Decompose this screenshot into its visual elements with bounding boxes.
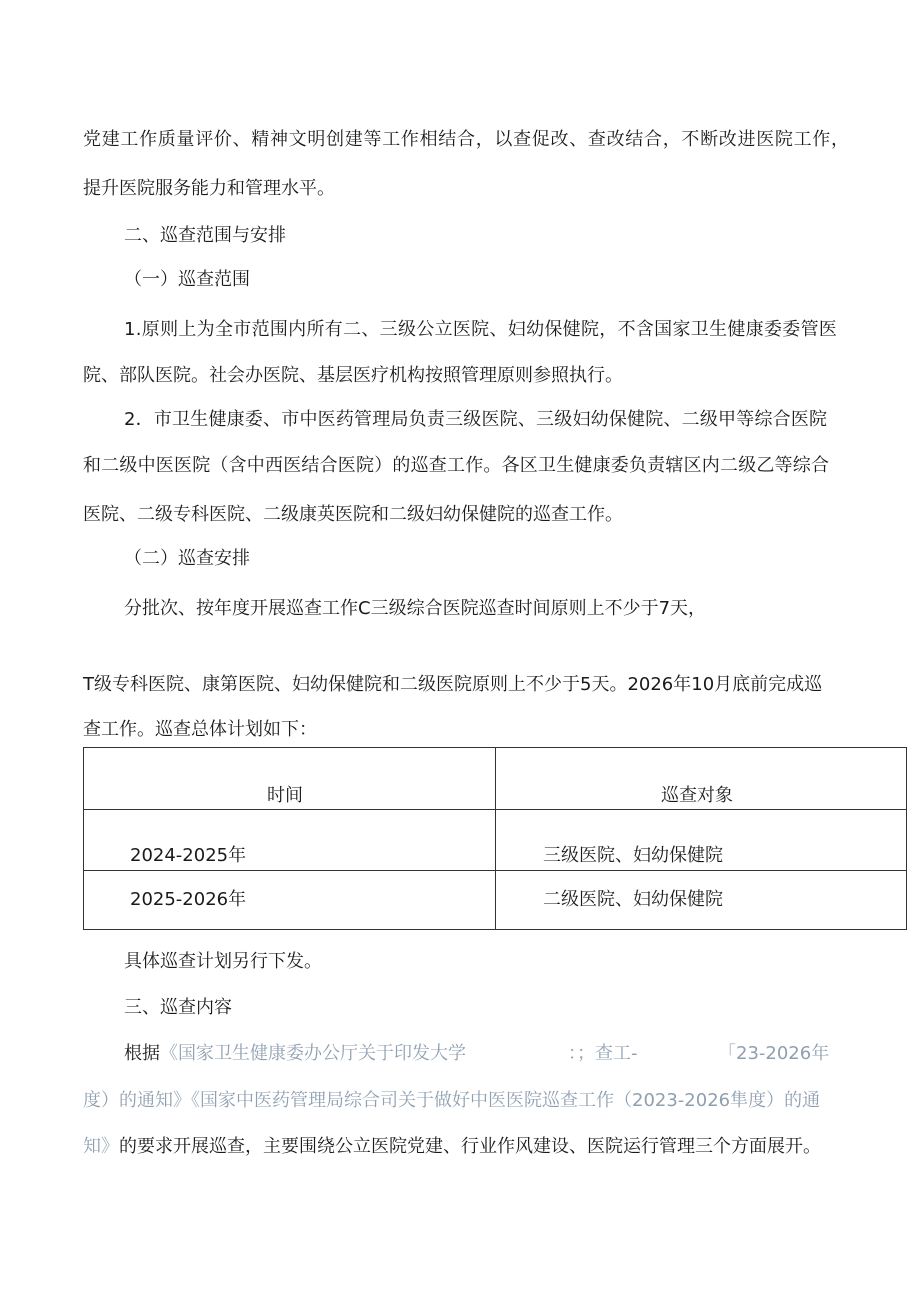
text-line: 提升医院服务能力和管理水平。 [83, 178, 335, 199]
text-line: 党建工作质量评价、精神文明创建等工作相结合，以查促改、查改结合，不断改进医院工作， [83, 129, 850, 150]
text-line: 院、部队医院。社会办医院、基层医疗机构按照管理原则参照执行。 [83, 365, 623, 386]
table-cell: 2024-2025年 [130, 845, 247, 866]
table-row-divider [84, 870, 906, 871]
inspection-schedule-table [83, 747, 907, 930]
text-line [83, 1135, 821, 1159]
text-line: 具体巡查计划另行下发。 [124, 951, 322, 972]
table-column-divider [495, 748, 496, 929]
text-fragment: 根据 [124, 1043, 160, 1064]
text-line: 查工作。巡查总体计划如下： [83, 719, 317, 740]
section-heading: 二、巡查范围与安排 [124, 225, 286, 246]
document-reference: 知》 [83, 1136, 119, 1157]
table-cell: 二级医院、妇幼保健院 [543, 889, 723, 910]
table-header-target: 巡查对象 [661, 785, 733, 806]
table-row-divider [84, 809, 906, 810]
document-reference: 《国家卫生健康委办公厅关于印发大学 [160, 1043, 466, 1064]
text-line [124, 1042, 466, 1066]
text-fragment: 的要求开展巡查，主要围绕公立医院党建、行业作风建设、医院运行管理三个方面展开。 [119, 1136, 821, 1157]
section-heading: 三、巡查内容 [124, 997, 232, 1018]
subsection-heading: （二）巡查安排 [124, 548, 250, 569]
text-line: 1.原则上为全市范围内所有二、三级公立医院、妇幼保健院，不含国家卫生健康委委管医 [124, 319, 838, 340]
text-line: T级专科医院、康第医院、妇幼保健院和二级医院原则上不少于5天。2026年10月底前完成巡 [83, 674, 823, 695]
text-line: 医院、二级专科医院、二级康英医院和二级妇幼保健院的巡查工作。 [83, 504, 623, 525]
table-header-time: 时间 [267, 785, 303, 806]
subsection-heading: （一）巡查范围 [124, 269, 250, 290]
table-cell: 三级医院、妇幼保健院 [543, 845, 723, 866]
document-reference: ：；查工- [568, 1043, 638, 1064]
document-reference: 度）的通知》《国家中医药管理局综合司关于做好中医医院巡查工作（2023-2026隼度）的通 [83, 1090, 821, 1111]
text-line: 分批次、按年度开展巡查工作C三级综合医院巡查时间原则上不少于7天， [124, 598, 707, 619]
text-line: 和二级中医医院（含中西医结合医院）的巡查工作。各区卫生健康委负责辖区内二级乙等综合 [83, 455, 830, 476]
table-cell: 2025-2026年 [130, 889, 247, 910]
text-line: 2．市卫生健康委、市中医药管理局负责三级医院、三级妇幼保健院、二级甲等综合医院 [124, 409, 828, 430]
document-reference: 「23-2026年 [718, 1043, 830, 1064]
